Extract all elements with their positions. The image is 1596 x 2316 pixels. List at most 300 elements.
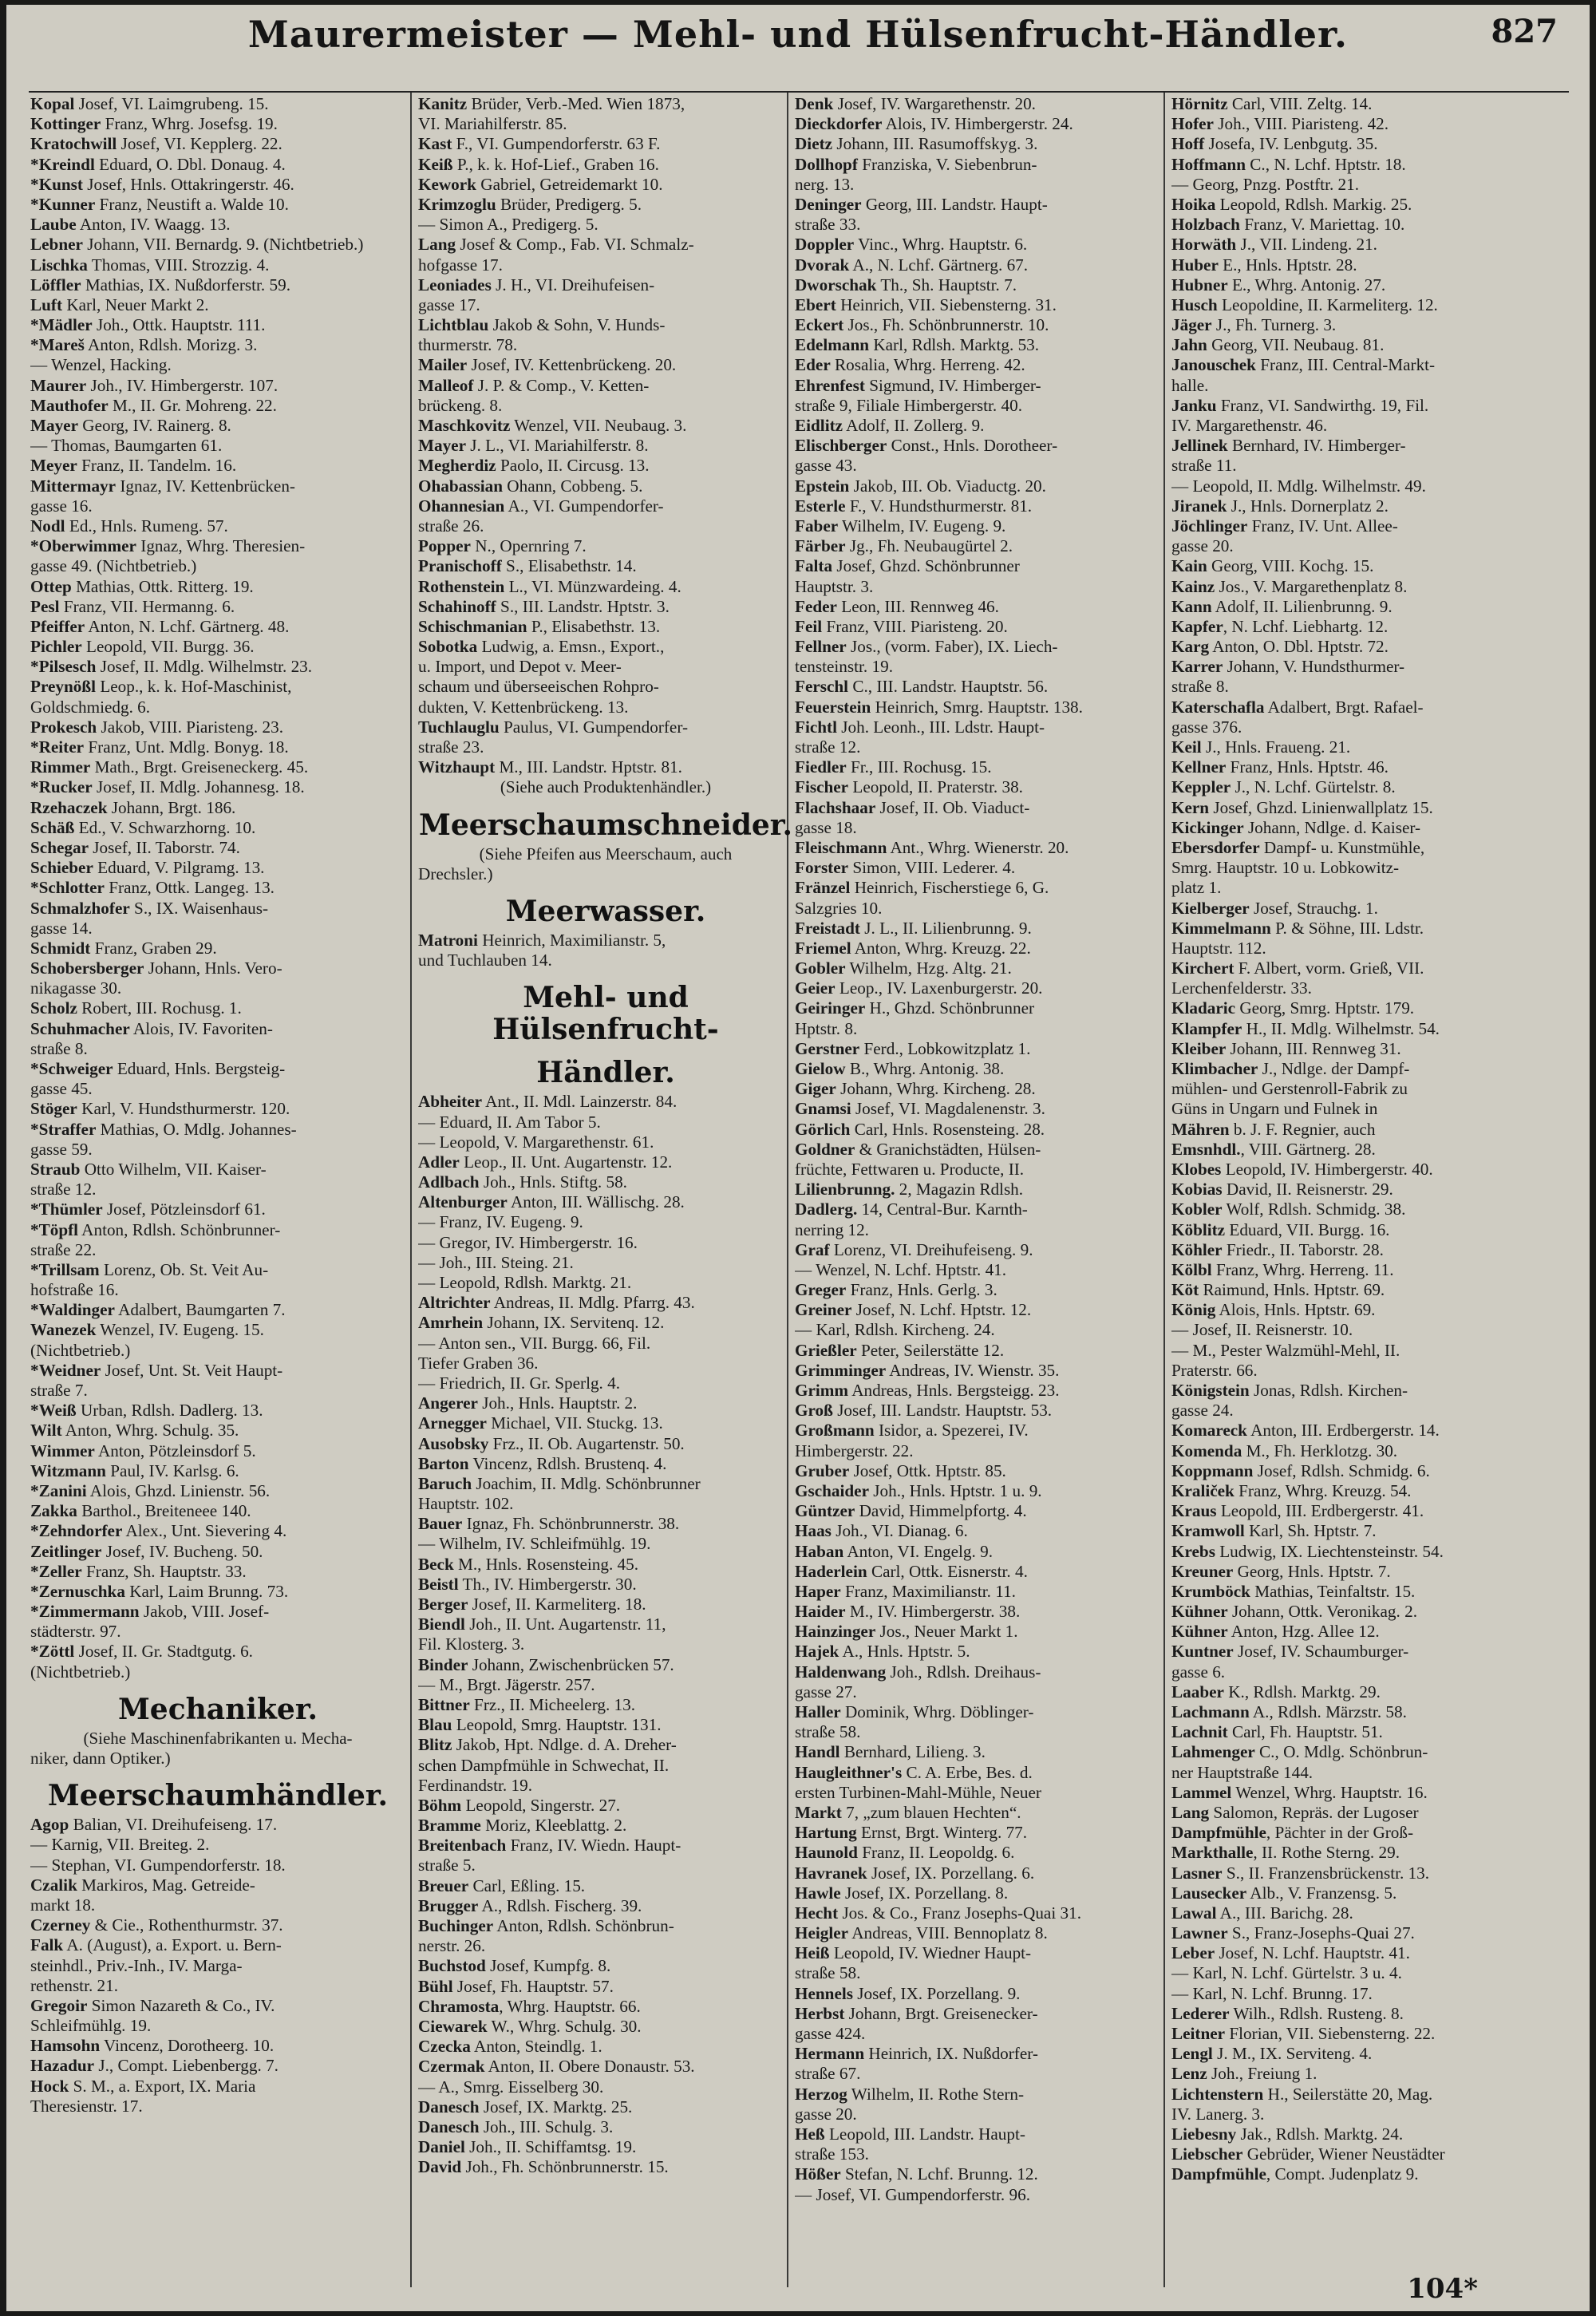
entry-surname: Tuchlauglu	[418, 717, 500, 737]
entry-surname: Barton	[418, 1453, 469, 1473]
entry-surname: Kühner	[1171, 1622, 1228, 1642]
entry-surname: Haugleithner's	[795, 1762, 903, 1782]
entry-surname: Binder	[418, 1654, 468, 1674]
entry-surname: Mayer	[418, 436, 466, 456]
directory-entry	[418, 1655, 793, 1675]
entry-continuation: schaum und überseeischen Rohpro-	[418, 677, 659, 697]
entry-details: N., Opernring 7.	[470, 536, 587, 556]
entry-details: Franz, II. Tandelm. 16.	[77, 456, 237, 476]
entry-details: Josef, II. Taborstr. 74.	[88, 837, 240, 857]
entry-details: Karl, V. Hundsthurmerstr. 120.	[77, 1099, 290, 1119]
entry-details: M., IV. Himbergerstr. 38.	[845, 1602, 1021, 1622]
entry-surname: Böhm	[418, 1795, 462, 1815]
entry-details: Josef, IX. Porzellang. 6.	[867, 1863, 1035, 1883]
entry-details: Paul, IV. Karlsg. 6.	[105, 1460, 239, 1480]
directory-entry	[795, 1099, 1170, 1119]
entry-continuation: (Nichtbetrieb.)	[30, 1340, 131, 1360]
entry-surname: Hofer	[1171, 114, 1214, 134]
entry-surname: Rimmer	[30, 757, 91, 777]
entry-details: J. P. & Comp., V. Ketten-	[473, 375, 650, 395]
entry-continuation: straße 12.	[795, 737, 861, 757]
entry-details: Mathias, O. Mdlg. Johannes-	[96, 1119, 297, 1139]
entry-continuation: Hauptstr. 3.	[795, 576, 874, 596]
entry-surname: Forster	[795, 858, 849, 878]
directory-entry	[1171, 838, 1570, 858]
entry-surname: *Zehndorfer	[30, 1521, 123, 1541]
directory-entry	[30, 2077, 405, 2097]
entry-surname: *Töpfl	[30, 1219, 79, 1239]
entry-surname: Fleischmann	[795, 837, 887, 857]
entry-surname: *Thümler	[30, 1199, 103, 1219]
entry-continuation: hofgasse 17.	[418, 255, 503, 275]
entry-continuation: gasse 20.	[1171, 536, 1234, 556]
entry-surname: *Oberwimmer	[30, 536, 136, 556]
entry-surname: Gobler	[795, 958, 846, 978]
directory-entry	[30, 1935, 405, 1955]
entry-surname: Keil	[1171, 737, 1202, 757]
entry-details: Anton, Hzg. Allee 12.	[1227, 1622, 1380, 1642]
entry-continuation: Salzgries 10.	[795, 898, 883, 918]
entry-continuation: nerring 12.	[795, 1219, 869, 1239]
directory-entry	[795, 878, 1170, 898]
entry-surname: Kapfer	[1171, 616, 1223, 636]
entry-surname: Maschkovitz	[418, 416, 511, 435]
entry-surname: Köhler	[1171, 1239, 1223, 1259]
entry-surname: Haban	[795, 1541, 844, 1561]
entry-details: , Pächter in der Groß-	[1266, 1823, 1414, 1843]
directory-entry	[1171, 1602, 1570, 1622]
entry-surname: Kobler	[1171, 1199, 1223, 1219]
entry-continuation: — Leopold, II. Mdlg. Wilhelmstr. 49.	[1171, 476, 1426, 496]
directory-entry	[418, 476, 793, 496]
directory-entry	[1171, 1823, 1570, 1843]
entry-surname: Esterle	[795, 496, 846, 516]
directory-entry	[1171, 617, 1570, 637]
directory-entry	[795, 1140, 1170, 1160]
entry-surname: Kann	[1171, 596, 1212, 616]
directory-entry	[795, 114, 1170, 134]
entry-surname: Buchinger	[418, 1916, 494, 1935]
entry-details: A., III. Barichg. 28.	[1216, 1903, 1353, 1923]
entry-continuation: ersten Turbinen-Mahl-Mühle, Neuer	[795, 1782, 1041, 1802]
entry-details: Wilhelm, II. Rothe Stern-	[847, 2084, 1025, 2104]
entry-surname: Schahinoff	[418, 596, 496, 616]
entry-surname: Hoffmann	[1171, 154, 1246, 174]
entry-details: Math., Brgt. Greiseneckerg. 45.	[90, 757, 309, 777]
directory-entry	[795, 1903, 1170, 1923]
entry-details: Franz, Hnls. Gerlg. 3.	[846, 1280, 998, 1300]
directory-entry	[1171, 1742, 1570, 1762]
entry-details: Eduard, VII. Burgg. 16.	[1225, 1219, 1390, 1239]
section-heading: Mechaniker.	[117, 1692, 318, 1726]
entry-continuation: Theresienstr. 17.	[30, 2096, 143, 2116]
entry-surname: Berger	[418, 1595, 468, 1614]
entry-surname: Wimmer	[30, 1441, 95, 1460]
directory-entry	[30, 295, 405, 315]
entry-surname: Hazadur	[30, 2056, 95, 2076]
directory-entry	[30, 1996, 405, 2016]
directory-entry	[795, 1943, 1170, 1963]
entry-continuation: — Simon A., Predigerg. 5.	[418, 215, 598, 235]
entry-details: Adolf, II. Lilienbrunng. 9.	[1211, 596, 1393, 616]
entry-continuation: und Tuchlauben 14.	[418, 951, 552, 970]
entry-continuation: gasse 49. (Nichtbetrieb.)	[30, 556, 197, 576]
entry-continuation: steinhdl., Priv.-Inh., IV. Marga-	[30, 1955, 243, 1975]
entry-surname: *Mädler	[30, 315, 93, 335]
directory-entry	[1171, 998, 1570, 1018]
directory-entry	[30, 1481, 405, 1501]
entry-surname: Lilienbrunng.	[795, 1180, 895, 1199]
entry-surname: Lausecker	[1171, 1883, 1247, 1903]
entry-details: M., Hnls. Rosensteing. 45.	[453, 1554, 639, 1574]
entry-details: Alois, Hnls. Hptstr. 69.	[1215, 1300, 1376, 1320]
entry-details: Paolo, II. Circusg. 13.	[496, 456, 650, 476]
entry-details: Andreas, IV. Wienstr. 35.	[886, 1360, 1060, 1380]
entry-continuation: nikagasse 30.	[30, 978, 122, 998]
directory-entry	[418, 1876, 793, 1896]
entry-details: Otto Wilhelm, VII. Kaiser-	[80, 1159, 267, 1179]
directory-entry	[795, 1421, 1170, 1441]
entry-continuation: Hauptstr. 112.	[1171, 938, 1266, 958]
entry-surname: Ciewarek	[418, 2016, 488, 2036]
entry-surname: Ehrenfest	[795, 375, 865, 395]
entry-surname: Danesch	[418, 2097, 480, 2116]
entry-details: Gabriel, Getreidemarkt 10.	[476, 174, 663, 194]
entry-details: Josef, VI. Magdalenenstr. 3.	[851, 1099, 1045, 1119]
directory-entry	[1171, 1642, 1570, 1662]
directory-entry	[30, 1582, 405, 1602]
directory-entry	[1171, 2064, 1570, 2084]
directory-entry	[795, 1240, 1170, 1260]
directory-entry	[30, 757, 405, 777]
entry-details: H., Ghzd. Schönbrunner	[865, 998, 1035, 1018]
entry-surname: Lawal	[1171, 1903, 1217, 1923]
directory-entry	[418, 1313, 793, 1333]
entry-continuation: — Friedrich, II. Gr. Sperlg. 4.	[418, 1373, 621, 1393]
directory-entry	[418, 1796, 793, 1816]
directory-entry	[795, 1562, 1170, 1582]
directory-entry	[1171, 1542, 1570, 1562]
entry-surname: Kraliček	[1171, 1480, 1235, 1500]
entry-surname: Kimmelmann	[1171, 918, 1271, 938]
entry-details: J. M., IX. Serviteng. 4.	[1212, 2044, 1373, 2064]
entry-details: Joh., Rdlsh. Dreihaus-	[886, 1662, 1041, 1682]
entry-details: J. L., II. Lilienbrunng. 9.	[860, 918, 1032, 938]
directory-entry	[30, 617, 405, 637]
directory-entry	[30, 2056, 405, 2076]
entry-details: F. Albert, vorm. Grieß, VII.	[1234, 958, 1424, 978]
entry-surname: Luft	[30, 294, 63, 314]
entry-surname: Lengl	[1171, 2044, 1213, 2064]
entry-surname: Laaber	[1171, 1682, 1224, 1701]
entry-surname: Ferschl	[795, 677, 849, 697]
directory-entry	[1171, 1421, 1570, 1441]
entry-details: Jos., Neuer Markt 1.	[875, 1622, 1018, 1642]
directory-entry	[30, 275, 405, 295]
entry-surname: Maurer	[30, 375, 87, 395]
entry-surname: Dworschak	[795, 275, 877, 294]
entry-details: Sigmund, IV. Himberger-	[864, 375, 1041, 395]
directory-entry	[30, 1160, 405, 1180]
entry-details: Alois, IV. Himbergerstr. 24.	[882, 114, 1073, 134]
entry-continuation: markt 18.	[30, 1895, 96, 1915]
entry-details: Mathias, Teinfaltstr. 15.	[1250, 1581, 1416, 1601]
entry-surname: Schäß	[30, 817, 75, 837]
entry-surname: Lang	[1171, 1802, 1210, 1822]
entry-surname: Popper	[418, 536, 471, 556]
entry-continuation: VI. Mariahilferstr. 85.	[418, 114, 567, 134]
entry-surname: Keppler	[1171, 777, 1231, 797]
entry-details: 14, Central-Bur. Karnth-	[857, 1199, 1028, 1219]
entry-surname: Leitner	[1171, 2024, 1226, 2043]
directory-entry	[1171, 1783, 1570, 1803]
entry-details: Johann, Ndlge. d. Kaiser-	[1243, 817, 1421, 837]
entry-details: Urban, Rdlsh. Dadlerg. 13.	[76, 1401, 263, 1421]
entry-details: Leopold, III. Landstr. Haupt-	[824, 2124, 1025, 2144]
directory-entry	[795, 1521, 1170, 1541]
entry-surname: Czermak	[418, 2057, 485, 2077]
entry-continuation: straße 58.	[795, 1963, 861, 1983]
entry-surname: *Zeller	[30, 1561, 82, 1581]
directory-entry	[795, 1381, 1170, 1401]
directory-entry	[30, 1602, 405, 1622]
entry-details: Joh. Leonh., III. Ldstr. Haupt-	[836, 717, 1045, 737]
entry-continuation: — Karnig, VII. Breiteg. 2.	[30, 1835, 210, 1855]
entry-surname: *Kreindl	[30, 154, 95, 174]
entry-surname: Mayer	[30, 416, 78, 435]
directory-entry	[30, 939, 405, 958]
entry-surname: Bittner	[418, 1694, 470, 1714]
entry-details: Heinrich, Maximilianstr. 5,	[477, 930, 666, 950]
entry-details: Leopold, Smrg. Hauptstr. 131.	[452, 1715, 662, 1735]
entry-details: H., Seilerstätte 20, Mag.	[1263, 2084, 1433, 2104]
directory-entry	[795, 1702, 1170, 1722]
entry-details: Leon, III. Rennweg 46.	[836, 596, 999, 616]
entry-surname: Markthalle	[1171, 1843, 1254, 1863]
entry-details: Vinc., Whrg. Hauptstr. 6.	[854, 235, 1028, 255]
entry-details: Joh., Ottk. Hauptstr. 111.	[92, 315, 266, 335]
entry-continuation: IV. Margarethenstr. 46.	[1171, 416, 1328, 435]
entry-details: Anton, Whrg. Kreuzg. 22.	[851, 938, 1031, 958]
entry-surname: König	[1171, 1300, 1216, 1320]
entry-details: Franz, Ottk. Langeg. 13.	[104, 878, 275, 898]
directory-entry	[1171, 1682, 1570, 1702]
entry-surname: Kreuner	[1171, 1561, 1234, 1581]
directory-entry	[1171, 1240, 1570, 1260]
entry-details: , Compt. Judenplatz 9.	[1266, 2164, 1419, 2184]
entry-continuation: straße 8.	[1171, 677, 1229, 697]
entry-surname: Kickinger	[1171, 817, 1244, 837]
directory-entry	[30, 899, 405, 919]
entry-surname: Kraus	[1171, 1501, 1217, 1521]
entry-details: Leopold, III. Erdbergerstr. 41.	[1216, 1501, 1424, 1521]
directory-entry	[1171, 1481, 1570, 1501]
entry-surname: Kielberger	[1171, 898, 1250, 918]
entry-surname: Ohannesian	[418, 496, 505, 516]
directory-entry	[30, 737, 405, 757]
entry-surname: Heigler	[795, 1923, 849, 1943]
directory-entry	[795, 255, 1170, 275]
entry-details: Karl, Neuer Markt 2.	[62, 294, 209, 314]
entry-continuation: — Karl, N. Lchf. Brunng. 17.	[1171, 1983, 1373, 2003]
entry-details: Josef, IV. Wargarethenstr. 20.	[833, 94, 1036, 113]
entry-details: Isidor, a. Spezerei, IV.	[874, 1421, 1029, 1441]
entry-details: Wenzel, Whrg. Hauptstr. 16.	[1231, 1782, 1428, 1802]
entry-details: Leopold, IV. Himbergerstr. 40.	[1221, 1159, 1433, 1179]
directory-entry	[418, 1293, 793, 1313]
entry-surname: Bauer	[418, 1514, 463, 1534]
entry-details: Anton, Steindlg. 1.	[470, 2037, 602, 2057]
entry-continuation: gasse 45.	[30, 1079, 93, 1099]
entry-details: Anton, IV. Waagg. 13.	[76, 215, 231, 235]
directory-entry	[1171, 134, 1570, 154]
directory-entry	[795, 134, 1170, 154]
directory-entry	[795, 1823, 1170, 1843]
entry-surname: Kainz	[1171, 576, 1215, 596]
entry-surname: Breuer	[418, 1875, 469, 1895]
entry-surname: Liebscher	[1171, 2144, 1243, 2164]
entry-details: Georg, Hnls. Hptstr. 7.	[1233, 1561, 1391, 1581]
directory-entry	[418, 134, 793, 154]
directory-entry	[1171, 1501, 1570, 1521]
entry-continuation: nerstr. 26.	[418, 1936, 486, 1956]
entry-continuation: — Wenzel, N. Lchf. Hptstr. 41.	[795, 1259, 1007, 1279]
directory-entry	[795, 2124, 1170, 2144]
entry-details: J. L., VI. Mariahilferstr. 8.	[466, 436, 649, 456]
entry-continuation: (Nichtbetrieb.)	[30, 1662, 131, 1682]
entry-details: Jakob & Sohn, V. Hunds-	[488, 315, 666, 335]
entry-surname: Ohabassian	[418, 476, 503, 496]
entry-continuation: halle.	[1171, 375, 1209, 395]
cross-reference: (Siehe Pfeifen aus Meerschaum, auch	[479, 844, 733, 864]
entry-surname: *Straffer	[30, 1119, 97, 1139]
entry-continuation: straße 22.	[30, 1239, 97, 1259]
entry-surname: Eckert	[795, 315, 844, 335]
entry-surname: Kopal	[30, 94, 75, 113]
entry-surname: Königstein	[1171, 1381, 1250, 1400]
entry-details: Leopold, VII. Burgg. 36.	[81, 637, 255, 657]
entry-details: Ed., V. Schwarzhorng. 10.	[74, 817, 256, 837]
entry-surname: Rzehaczek	[30, 797, 108, 817]
entry-details: Lorenz, VI. Dreihufeiseng. 9.	[829, 1239, 1033, 1259]
entry-surname: *Trillsam	[30, 1259, 100, 1279]
entry-surname: *Kunst	[30, 174, 83, 194]
entry-details: Franz, Hnls. Hptstr. 46.	[1226, 757, 1389, 777]
entry-details: Jg., Fh. Neubaugürtel 2.	[845, 536, 1013, 556]
entry-details: Josef, Fh. Hauptstr. 57.	[452, 1976, 614, 1996]
entry-surname: Mauthofer	[30, 395, 109, 415]
entry-continuation: — A., Smrg. Eisselberg 30.	[418, 2077, 604, 2097]
entry-details: J., Fh. Turnerg. 3.	[1211, 315, 1337, 335]
entry-surname: *Rucker	[30, 777, 93, 797]
directory-entry	[795, 858, 1170, 878]
directory-entry	[30, 657, 405, 677]
entry-continuation: straße 11.	[1171, 456, 1237, 476]
entry-surname: Lebner	[30, 235, 83, 255]
entry-surname: Buchstod	[418, 1956, 486, 1976]
entry-surname: Schuhmacher	[30, 1018, 130, 1038]
entry-details: Franz, IV. Unt. Allee-	[1247, 516, 1398, 536]
entry-continuation: städterstr. 97.	[30, 1622, 121, 1642]
entry-surname: Grimm	[795, 1381, 849, 1400]
entry-details: Franz, VIII. Piaristeng. 20.	[822, 616, 1008, 636]
directory-entry	[418, 1715, 793, 1735]
entry-surname: Janouschek	[1171, 355, 1256, 375]
entry-surname: Kanitz	[418, 94, 468, 113]
entry-surname: Amrhein	[418, 1313, 484, 1333]
entry-details: Anton, III. Wällischg. 28.	[507, 1192, 685, 1212]
directory-entry	[1171, 94, 1570, 114]
entry-continuation: früchte, Fettwaren u. Producte, II.	[795, 1159, 1025, 1179]
entry-details: , Whrg. Hauptstr. 66.	[499, 1996, 641, 2016]
entry-details: Eduard, O. Dbl. Donaug. 4.	[94, 154, 286, 174]
entry-details: Josef, II. Gr. Stadtgutg. 6.	[74, 1642, 253, 1662]
entry-surname: Lachnit	[1171, 1722, 1228, 1742]
directory-entry	[30, 1401, 405, 1421]
directory-entry	[795, 295, 1170, 315]
entry-details: Josef, II. Mdlg. Johannesg. 18.	[92, 777, 305, 797]
entry-details: Simon Nazareth & Co., IV.	[87, 1995, 275, 2015]
entry-details: Paulus, VI. Gumpendorfer-	[499, 717, 689, 737]
entry-surname: Heiß	[795, 1943, 830, 1963]
entry-surname: Kladaric	[1171, 998, 1236, 1018]
directory-entry	[418, 1595, 793, 1614]
entry-surname: Hecht	[795, 1903, 839, 1923]
entry-details: Josef, IV. Schaumburger-	[1233, 1642, 1409, 1662]
directory-entry	[418, 1836, 793, 1856]
directory-entry	[1171, 235, 1570, 255]
entry-continuation: — Josef, VI. Gumpendorferstr. 96.	[795, 2184, 1031, 2204]
entry-surname: Altrichter	[418, 1293, 491, 1313]
entry-details: Ant., Whrg. Wienerstr. 20.	[887, 837, 1069, 857]
directory-entry	[795, 939, 1170, 958]
entry-surname: Kölbl	[1171, 1259, 1212, 1279]
entry-surname: Hubner	[1171, 275, 1228, 294]
entry-details: Josef, IV. Kettenbrückeng. 20.	[467, 355, 677, 375]
entry-details: Josef, II. Karmeliterg. 18.	[468, 1595, 646, 1614]
entry-surname: Matroni	[418, 930, 478, 950]
entry-details: Stefan, N. Lchf. Brunng. 12.	[840, 2164, 1038, 2184]
directory-entry	[1171, 798, 1570, 818]
entry-details: Josef, N. Lchf. Hauptstr. 41.	[1215, 1943, 1410, 1963]
directory-entry	[795, 717, 1170, 737]
directory-entry	[30, 1099, 405, 1119]
entry-details: M., III. Landstr. Hptstr. 81.	[495, 757, 682, 777]
entry-surname: Klimbacher	[1171, 1059, 1258, 1078]
directory-entry	[1171, 899, 1570, 919]
entry-surname: Klampfer	[1171, 1018, 1242, 1038]
entry-continuation: platz 1.	[1171, 878, 1222, 898]
directory-entry	[795, 195, 1170, 215]
entry-surname: Karg	[1171, 637, 1210, 657]
entry-details: Leopold, Singerstr. 27.	[461, 1795, 621, 1815]
entry-continuation: ner Hauptstraße 144.	[1171, 1762, 1314, 1782]
entry-details: Wenzel, VII. Neubaug. 3.	[510, 416, 687, 435]
entry-details: A. (August), a. Export. u. Bern-	[63, 1935, 282, 1955]
entry-details: Johann, Brgt. Greisenecker-	[844, 2003, 1038, 2023]
entry-surname: Mittermayr	[30, 476, 117, 496]
entry-details: A., VI. Gumpendorfer-	[504, 496, 664, 516]
directory-entry	[418, 1092, 793, 1112]
directory-entry	[1171, 2004, 1570, 2024]
entry-continuation: tensteinstr. 19.	[795, 657, 893, 677]
entry-details: Joachim, II. Mdlg. Schönbrunner	[472, 1473, 701, 1493]
directory-entry	[795, 1199, 1170, 1219]
sheet-signature: 104*	[1407, 2273, 1478, 2305]
entry-details: Leopold, II. Praterstr. 38.	[848, 777, 1023, 797]
directory-entry	[795, 998, 1170, 1018]
entry-surname: Czerney	[30, 1915, 91, 1935]
